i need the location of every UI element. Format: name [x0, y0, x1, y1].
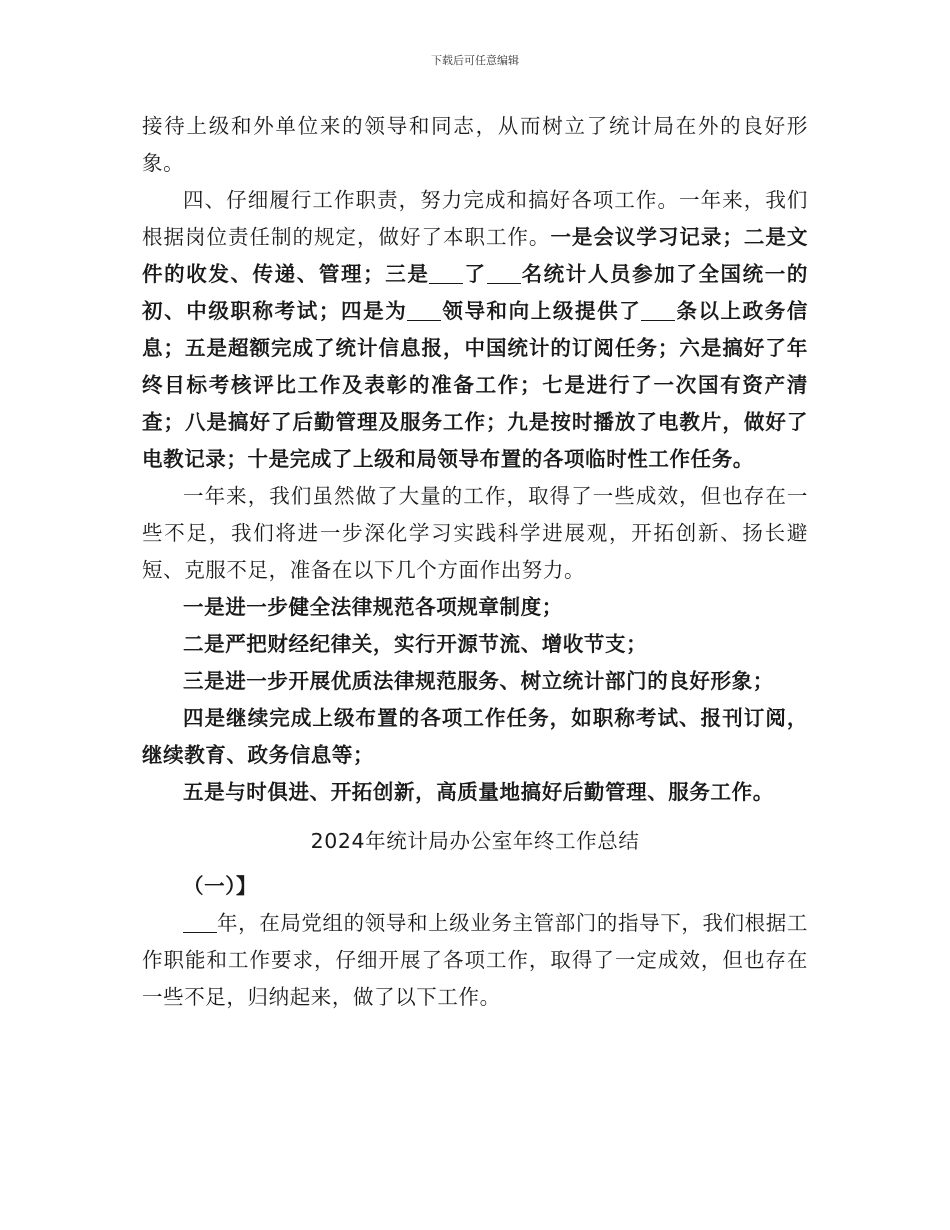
blank-field [407, 300, 441, 322]
paragraph-opening [142, 905, 808, 1016]
task-list-part-1: 一是会议学习记录；二是文件的收发、传递、管理；三是 [142, 225, 808, 286]
page-header-note: 下载后可任意编辑 [431, 54, 519, 67]
blank-field [487, 263, 521, 285]
plan-item-4: 四是继续完成上级布置的各项工作任务，如职称考试、报刊订阅，继续教育、政务信息等； [142, 706, 808, 767]
blank-field [183, 912, 217, 934]
paragraph-section-four [142, 182, 808, 478]
document-title: 2024年统计局办公室年终工作总结 [310, 829, 640, 853]
plan-item-5: 五是与时俱进、开拓创新，高质量地搞好后勤管理、服务工作。 [183, 780, 774, 804]
paragraph-opening-text: 年，在局党组的领导和上级业务主管部门的指导下，我们根据工作职能和工作要求，仔细开展了各项工作，取得了一定成效，但也存在一些不足，归纳起来，做了以下工作。 [142, 911, 808, 1009]
plan-item-3: 三是进一步开展优质法律规范服务、树立统计部门的良好形象； [183, 669, 774, 693]
paragraph-intro: 四、仔细履行工作职责，努力完成和搞好各项工作。一年来，我们根据岗位责任制的规定，做好了本职工作。 [142, 188, 808, 249]
blank-field [429, 263, 463, 285]
task-list-part-3: 名统计人员参加了全国统一的初、中级职称考试；四是为 [142, 262, 808, 323]
document-body [142, 108, 808, 1016]
paragraph-summary: 一年来，我们虽然做了大量的工作，取得了一些成效，但也存在一些不足，我们将进一步深化学习实践科学进展观，开拓创新、扬长避短、克服不足，准备在以下几个方面作出努力。 [142, 484, 808, 582]
paragraph-continuation: 接待上级和外单位来的领导和同志，从而树立了统计局在外的良好形象。 [142, 114, 808, 175]
plan-item-2: 二是严把财经纪律关，实行开源节流、增收节支； [183, 632, 648, 656]
task-list-part-5: 条以上政务信息；五是超额完成了统计信息报，中国统计的订阅任务；六是搞好了年终目标考核评比工作及表彰的准备工作；七是进行了一次国有资产清查；八是搞好了后勤管理及服务工作；九是按时播放了电教片，做好了电教记录；十是完成了上级和局领导布置的各项临时性工作任务。 [142, 299, 808, 471]
plan-item-1: 一是进一步健全法律规范各项规章制度； [183, 595, 563, 619]
section-subheading: （一）】 [183, 874, 258, 898]
blank-field [641, 300, 675, 322]
task-list-part-4: 领导和向上级提供了 [441, 299, 642, 323]
task-list-part-2: 了 [463, 262, 487, 286]
